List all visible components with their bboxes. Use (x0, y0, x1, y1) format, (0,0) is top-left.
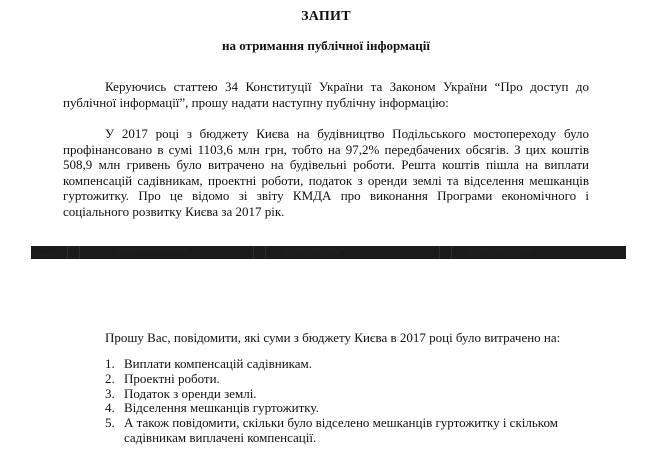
request-list (105, 357, 605, 446)
paragraph-text: У 2017 році з бюджету Києва на будівництво Подільського мостопереходу було профінансовано в сумі 1103,6 млн грн, тобто на 97,2% передбачених обсягів. З цих коштів 508,9 млн гривень було витрачено на будівельні роботи. Решта коштів пішла на виплати компенсацій садівникам, проектні роботи, податок з оренди землі та відселення мешканців гуртожитку. Про це відомо зі звіту КМДА про виконання Програми економічного і соціального розвитку Києва за 2017 рік. (63, 126, 589, 219)
list-text: Проектні роботи. (124, 370, 220, 386)
list-number: 3. (105, 385, 115, 401)
table-divider (253, 246, 254, 259)
redacted-table-strip (31, 246, 626, 259)
list-text: Податок з оренди землі. (124, 385, 257, 401)
list-text: Виплати компенсацій садівникам. (124, 356, 313, 371)
table-divider (79, 246, 80, 259)
list-number: 5. (105, 415, 115, 431)
table-divider (265, 246, 266, 259)
table-divider (67, 246, 68, 259)
list-number: 4. (105, 400, 115, 416)
table-cell-faint: ░░░ ░░░░░░ ░░ (33, 254, 59, 257)
table-cell-faint: ░░░░░░ ░░░░░░ ░░░░░░ ░░░░░░░ ░░░ ░░░░░ ░░░░░ ░░░░░░ ░░░░░ ░░░░░ (281, 248, 344, 255)
table-cell-faint: ░░░░░░ ░░░░░ ░░ ░░░░░░░ ░░░░ ░░░░░░░ ░░░░░ ░░░ (117, 248, 188, 255)
table-divider (439, 246, 440, 259)
list-number: 1. (105, 356, 115, 371)
table-divider (451, 246, 452, 259)
paragraph-legal-basis (63, 79, 589, 110)
document-subtitle: на отримання публічної інформації (221, 38, 431, 53)
list-item (105, 401, 605, 416)
request-intro: Прошу Вас, повідомити, які суми з бюджету Києва в 2017 році було витрачено на: (105, 330, 561, 345)
paragraph-context (63, 126, 589, 219)
document-title: ЗАПИТ (301, 9, 351, 24)
list-item (105, 416, 605, 446)
list-text: Відселення мешканців гуртожитку. (124, 400, 319, 416)
list-item (105, 387, 605, 402)
list-item (105, 372, 605, 387)
list-text: А також повідомити, скільки було відселено мешканців гуртожитку і скільком садівникам виплачені компенсації. (124, 415, 558, 445)
table-cell-faint: ░░░░░░ ░░░░░ ░░░░░░░ ░░░░░ ░░░░ ░░░░ ░░░░░ ░░░░░ ░░░░░░ ░░░░░ ░░░░░ ░░░ (465, 248, 536, 255)
list-number: 2. (105, 370, 115, 386)
paragraph-text: Керуючись статтею 34 Конституції України та Законом України “Про доступ до публічної інформації”, прошу надати наступну публічну інформацію: (63, 79, 589, 110)
list-item (105, 357, 605, 372)
